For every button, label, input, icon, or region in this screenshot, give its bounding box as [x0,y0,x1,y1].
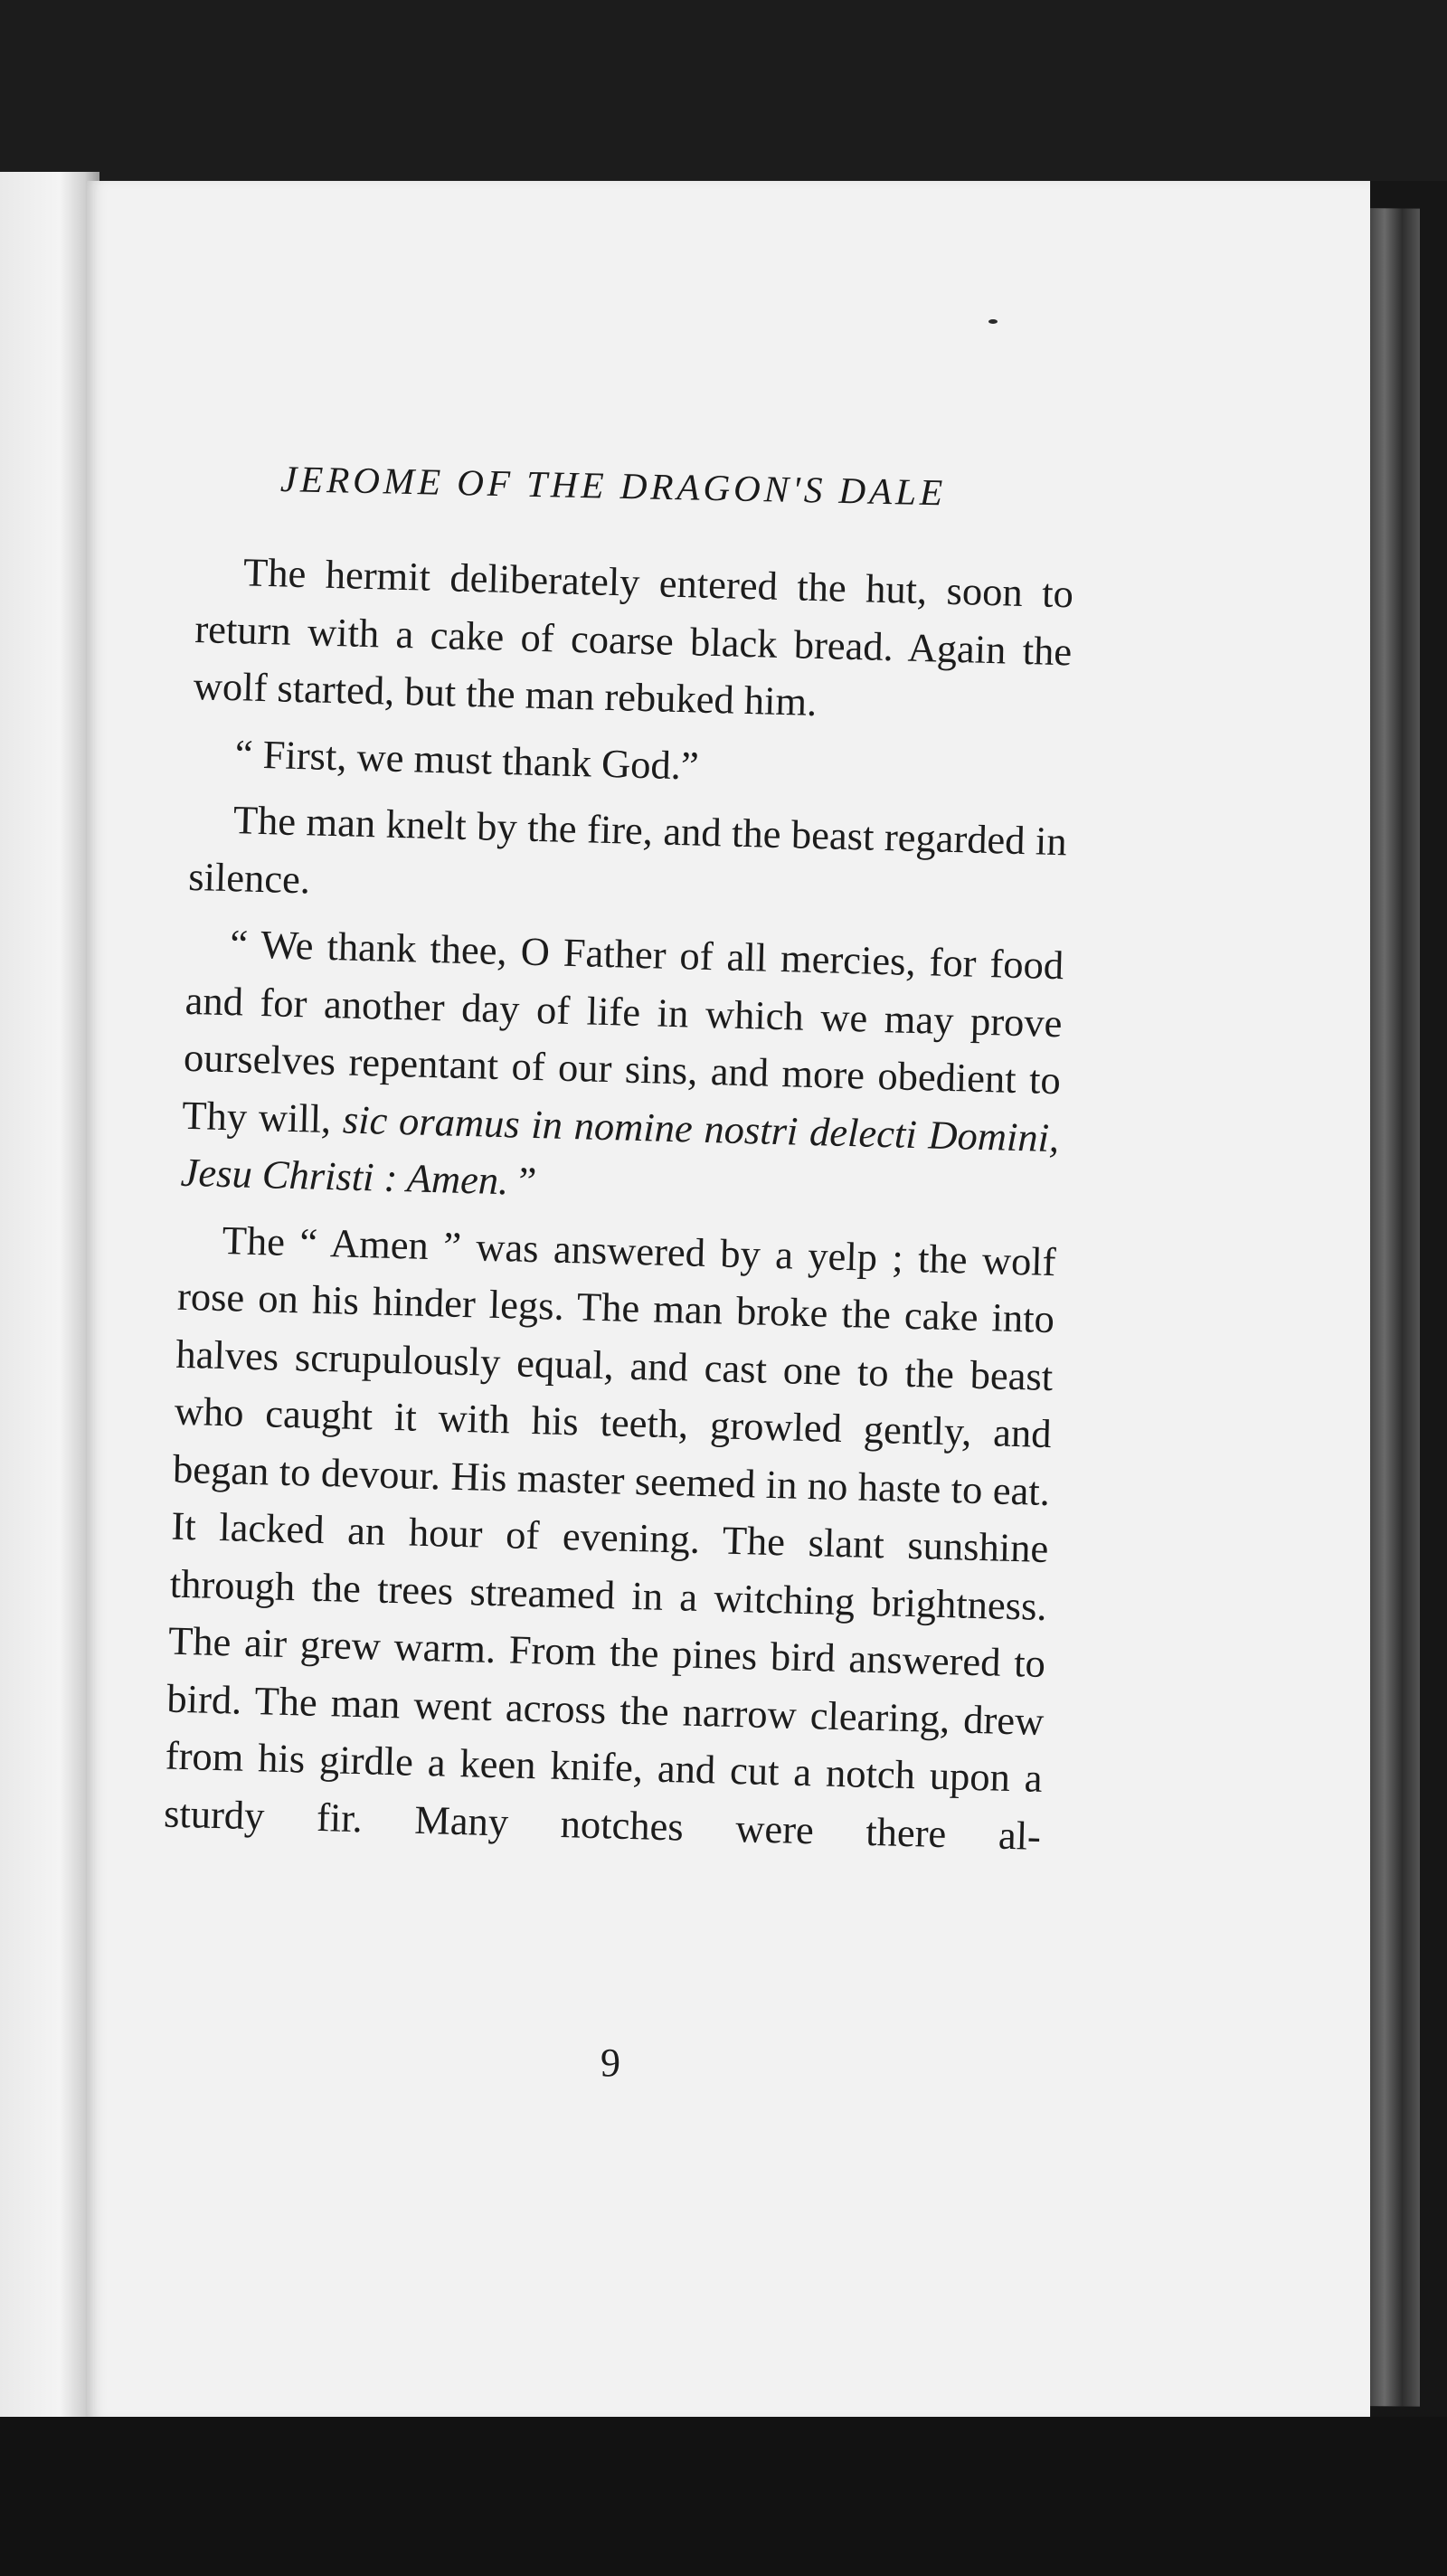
paragraph-hermit-enters: The hermit deliberately entered the hut, soon to return with a cake of coarse black bread. Again the wolf started, but the man rebuked him. [193,549,1074,724]
dark-background-top [0,0,1447,181]
prayer-english: “ We thank thee, O Father of all mercies, for food and for another day of life in which we may prove ourselves repentant of our sins, and more obedient to Thy will, [181,921,1064,1141]
paragraph-man-knelt: The man knelt by the fire, and the beast regarded in silence. [187,797,1068,902]
prayer-latin: sic oramus in nomine nostri delecti Domini, Jesu Christi : Amen. [180,1095,1060,1204]
facing-page-edge [0,172,99,2424]
dust-speck [988,319,998,324]
dark-background-bottom [0,2417,1447,2576]
page-number: 9 [601,2041,620,2085]
paragraph-prayer [180,914,1064,1225]
paragraph-amen-answered: The “ Amen ” was answered by a yelp ; the wolf rose on his hinder legs. The man broke the cake into halves scrupulously equal, and cast one to the beast who caught it with his teeth, growled gently, and began to devour. His master seemed in no haste to eat. It lacked an hour of evening. The slant sunshine through the trees streamed in a witching brightness. The air grew warm. From the pines bird answered to bird. The man went across the narrow clearing, drew from his girdle a keen knife, and cut a notch upon a sturdy fir. Many notches were there al- [163,1217,1057,1859]
running-head: JEROME OF THE DRAGON'S DALE [279,458,947,514]
paragraph-thank-god: “ First, we must thank God.” [234,730,700,789]
page-body-text [163,543,1074,1874]
prayer-close-quote: ” [507,1158,537,1205]
